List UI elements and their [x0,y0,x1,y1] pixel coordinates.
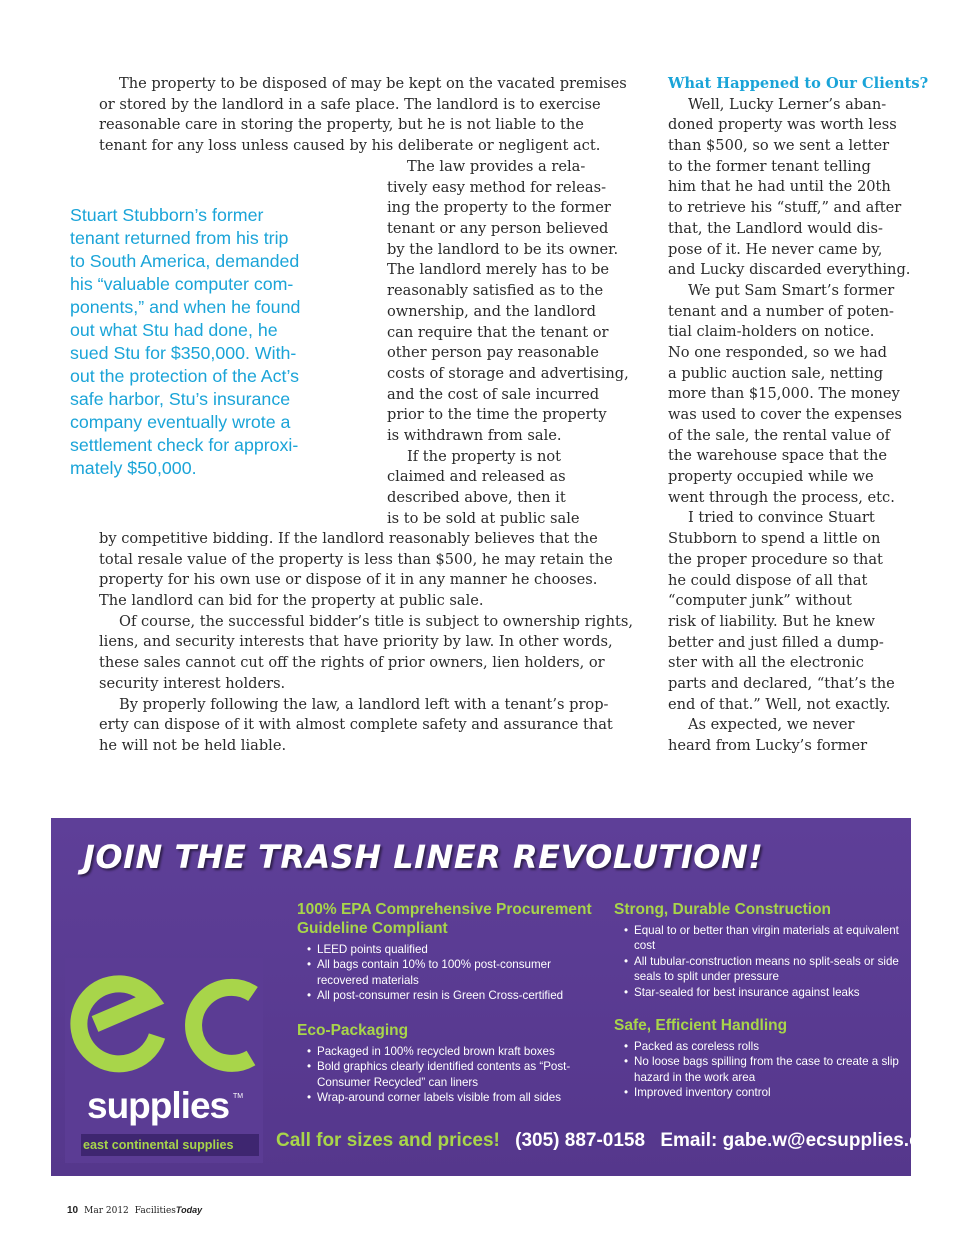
text-line: risk of liability. But he knew [668,612,875,630]
ad-section-title-line: Guideline Compliant [297,920,448,937]
pull-quote-line: tenant returned from his trip [70,228,289,248]
magazine-name-part2: Today [175,1205,203,1215]
text-line: tenant or any person believed [387,220,609,238]
sidebar-column [668,74,929,757]
pull-quote-line: settlement check for approxi- [70,435,299,455]
ad-section-strong-construction [614,900,904,1000]
text-line: tively easy method for releas- [387,178,607,196]
text-line: than $500, so we sent a letter [668,137,890,155]
logo-name: supplies [87,1085,230,1126]
text-line: a public auction sale, netting [668,364,884,382]
text-line: to retrieve his “stuff,” and after [668,199,902,217]
text-line: claimed and released as [387,468,566,486]
pull-quote-line: Stuart Stubborn’s former [70,205,264,225]
text-line: The landlord can bid for the property at public sale. [99,592,484,610]
text-line: he will not be held liable. [99,736,287,754]
ad-bullet-item: • All bags contain 10% to 100% post-consumer recovered materials [307,957,597,988]
text-line: he could dispose of all that [668,571,868,589]
text-line: The landlord merely has to be [387,261,610,279]
ad-section-safe-handling [614,1016,904,1101]
text-line: the warehouse space that the [668,447,888,465]
text-line: and the cost of sale incurred [387,385,600,403]
logo-subtitle: east continental supplies [83,1138,234,1152]
pull-quote-line: safe harbor, Stu’s insurance [70,389,291,409]
text-line: The law provides a rela- [407,158,586,175]
text-line: total resale value of the property is less than $500, he may retain the [99,550,613,568]
text-line: costs of storage and advertising, [387,364,629,382]
ad-bullet-item: • Star-sealed for best insurance against leaks [624,985,904,1000]
text-line: I tried to convince Stuart [688,509,875,527]
ad-bullet-item: • Packaged in 100% recycled brown kraft boxes [307,1044,597,1059]
text-line: No one responded, so we had [668,343,888,361]
article-column-middle [387,157,629,529]
ad-bullet-item: • All post-consumer resin is Green Cross-certified [307,988,597,1003]
text-line: erty can dispose of it with almost complete safety and assurance that [99,716,613,734]
ad-headline: JOIN THE TRASH LINER REVOLUTION! [83,838,764,876]
ad-bullet-list [297,1044,597,1106]
sidebar-heading: What Happened to Our Clients? [668,75,929,92]
text-line: ownership, and the landlord [387,302,596,320]
text-line: As expected, we never [688,716,855,734]
text-line: tial claim-holders on notice. [668,323,875,341]
text-line: and Lucky discarded everything. [668,261,911,279]
ad-contact-line [276,1130,948,1152]
text-line: security interest holders. [99,674,286,692]
ad-section-title [297,1021,597,1040]
text-line: by competitive bidding. If the landlord reasonably believes that the [99,530,598,547]
ad-bullet-item: • Equal to or better than virgin materials at equivalent cost [624,923,904,954]
ad-section-eco-packaging [297,1021,597,1106]
ad-bullet-list [297,942,597,1004]
text-line: went through the process, etc. [668,488,895,506]
pull-quote-line: ponents,” and when he found [70,297,301,317]
ad-section-title [614,1016,904,1035]
text-line: ing the property to the former [387,199,611,217]
text-line: was used to cover the expenses [668,406,902,423]
text-line: by the landlord to be its owner. [387,240,619,258]
ad-bullet-item: • No loose bags spilling from the case to create a slip hazard in the work area [624,1054,904,1085]
text-line: Of course, the successful bidder’s title is subject to ownership rights, [119,612,634,630]
text-line: reasonably satisfied as to the [387,282,604,300]
ad-bullet-list [614,1039,904,1101]
text-line: liens, and security interests that have priority by law. In other words, [99,633,613,651]
text-line: Well, Lucky Lerner’s aban- [688,95,887,113]
text-line: prior to the time the property [387,406,607,424]
text-line: more than $15,000. The money [668,385,900,403]
issue-date: Mar 2012 [84,1206,129,1216]
sidebar-body [668,95,911,757]
text-line: these sales cannot cut off the rights of prior owners, lien holders, or [99,654,605,672]
ad-section-title-line: Strong, Durable Construction [614,901,831,918]
text-line: By properly following the law, a landlord left with a tenant’s prop- [119,695,609,713]
text-line: We put Sam Smart’s former [688,281,895,299]
ad-bullet-item: • Improved inventory control [624,1085,904,1100]
ad-bullet-list [614,923,904,1000]
text-line: can require that the tenant or [387,323,609,341]
ec-supplies-logo [65,958,263,1163]
pull-quote-line: mately $50,000. [70,458,197,478]
ad-section-title-line: Safe, Efficient Handling [614,1017,788,1034]
pull-quote-line: company eventually wrote a [70,412,291,432]
ad-section-epa [297,900,597,1004]
text-line: If the property is not [407,447,561,465]
text-line: ster with all the electronic [668,654,864,672]
pull-quote-line: to South America, demanded [70,251,300,271]
ad-call-to-action: Call for sizes and prices! [276,1130,500,1151]
text-line: doned property was worth less [668,116,897,134]
ad-phone-number[interactable]: (305) 887-0158 [515,1130,646,1151]
text-line: better and just filled a dump- [668,633,884,651]
ad-email[interactable]: Email: gabe.w@ecsupplies.com [660,1130,949,1151]
text-line: tenant for any loss unless caused by his deliberate or negligent act. [99,137,601,155]
text-line: Stubborn to spend a little on [668,530,881,548]
pull-quote-line: his “valuable computer com- [70,274,294,294]
text-line: reasonable care in storing the property, but he is not liable to the [99,116,584,134]
text-line: pose of it. He never came by, [668,240,883,258]
ad-section-title [614,900,904,919]
text-line: end of that.” Well, not exactly. [668,695,891,713]
text-line: tenant and a number of poten- [668,302,894,320]
ad-section-title-line: Eco-Packaging [297,1022,409,1039]
text-line: heard from Lucky’s former [668,737,868,754]
text-line: parts and declared, “that’s the [668,674,895,692]
ad-bullet-item: • Bold graphics clearly identified contents as “Post-Consumer Recycled” can liners [307,1059,597,1090]
pull-quote-line: sued Stu for $350,000. With- [70,343,297,363]
text-line: the proper procedure so that [668,550,883,568]
text-line: is to be sold at public sale [387,509,580,527]
ec-logo-mark-icon [65,958,263,1088]
pull-quote-line: out what Stu had done, he [70,320,278,340]
text-line: other person pay reasonable [387,344,599,362]
text-line: property for his own use or dispose of it in any manner he chooses. [99,571,598,589]
pull-quote-line: out the protection of the Act’s [70,366,300,386]
magazine-name-part1: Facilities [134,1206,176,1216]
logo-trademark: TM [233,1093,244,1100]
advertisement [51,818,949,1176]
text-line: “computer junk” without [668,592,852,610]
ad-bullet-item: • All tubular-construction means no split-seals or side seals to split under pressure [624,954,904,985]
text-line: described above, then it [387,489,566,506]
text-line: The property to be disposed of may be kept on the vacated premises [119,75,627,92]
text-line: that, the Landlord would dis- [668,219,883,237]
text-line: is withdrawn from sale. [387,426,562,444]
page-footer [67,1205,202,1216]
text-line: or stored by the landlord in a safe place. The landlord is to exercise [99,95,601,113]
text-line: him that he had until the 20th [668,178,891,196]
article-column-bottom [99,529,634,757]
ad-section-title-line: 100% EPA Comprehensive Procurement [297,901,592,918]
ad-bullet-item: • LEED points qualified [307,942,597,957]
ad-bullet-item: • Packed as coreless rolls [624,1039,904,1054]
text-line: of the sale, the rental value of [668,426,891,444]
pull-quote [70,204,370,480]
text-line: to the former tenant telling [668,157,871,175]
page-number: 10 [67,1205,79,1216]
text-line: property occupied while we [668,468,874,486]
ad-bullet-item: • Wrap-around corner labels visible from all sides [307,1090,597,1105]
article-column-top [99,74,627,157]
ad-section-title [297,900,597,938]
